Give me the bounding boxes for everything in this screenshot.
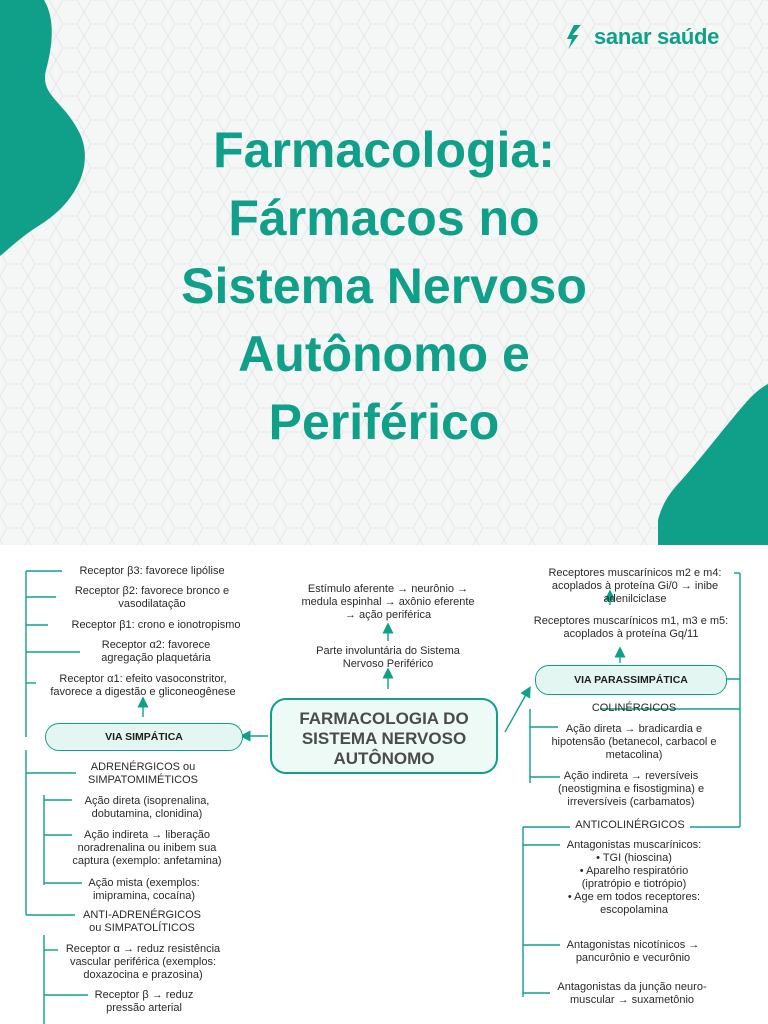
node-text: → ação periférica	[344, 609, 432, 621]
node-definition	[300, 645, 476, 671]
center-node-line: FARMACOLOGIA DO	[299, 709, 469, 728]
node-text: dobutamina, clonidina)	[91, 808, 203, 820]
node-receptor-a2	[80, 639, 232, 665]
node-receptor-beta-anti	[88, 989, 200, 1015]
node-text: Nervoso Periférico	[342, 658, 434, 670]
node-text: Receptor β2: favorece bronco e	[74, 585, 230, 597]
node-antagonistas-nicotinicos	[556, 939, 710, 965]
node-text: ANTICOLINÉRGICOS	[575, 819, 685, 831]
node-text: Receptores muscarínicos m2 e m4:	[548, 567, 722, 579]
node-colinergicos	[574, 702, 694, 715]
node-receptor-b1	[48, 619, 264, 632]
node-acao-indireta-simp	[60, 829, 234, 868]
node-text: vascular periférica (exemplos:	[69, 956, 217, 968]
node-text: Receptor β1: crono e ionotropismo	[71, 619, 241, 631]
page-title	[0, 116, 768, 456]
node-text: Receptor α1: efeito vasoconstritor,	[59, 673, 227, 685]
node-text: Ação direta (isoprenalina,	[84, 795, 210, 807]
title-line: Periférico	[268, 394, 500, 450]
mind-map	[0, 545, 768, 1024]
node-text: escopolamina	[600, 904, 668, 916]
node-text: • Age em todos receptores:	[567, 891, 701, 903]
node-text: adenilciclase	[603, 593, 667, 605]
pill-label: VIA SIMPÁTICA	[105, 731, 183, 743]
node-text: (ipratrópio e tiotrópio)	[581, 878, 687, 890]
title-line: Fármacos no	[228, 190, 540, 246]
node-text: pressão arterial	[106, 1002, 182, 1014]
node-text: agregação plaquetária	[101, 652, 211, 664]
node-text: Ação mista (exemplos:	[88, 877, 200, 889]
node-text: Ação indireta → reversíveis	[563, 770, 699, 782]
node-text: doxazocina e prazosina)	[83, 969, 203, 981]
node-text: Receptor β3: favorece lipólise	[79, 565, 225, 577]
node-text: • TGI (hioscina)	[596, 852, 672, 864]
node-text: SIMPATOMIMÉTICOS	[87, 774, 198, 786]
via-parassimpatica-pill	[535, 665, 727, 695]
node-text: favorece a digestão e gliconeogênese	[50, 686, 236, 698]
node-text: ou SIMPATOLÍTICOS	[89, 922, 195, 934]
via-simpatica-pill	[45, 723, 243, 751]
node-adrenergicos	[76, 761, 210, 787]
node-text: acoplados à proteína Gi/0 → inibe	[551, 580, 719, 592]
node-anti-adrenergicos	[75, 909, 209, 935]
node-text: medula espinhal → axônio eferente	[301, 596, 475, 608]
brand-logo	[566, 24, 719, 50]
pill-label: VIA PARASSIMPÁTICA	[574, 674, 688, 686]
node-text: Receptores muscarínicos m1, m3 e m5:	[533, 615, 729, 627]
node-text: captura (exemplo: anfetamina)	[72, 855, 222, 867]
node-text: Parte involuntária do Sistema	[316, 645, 460, 657]
node-text: Receptor α2: favorece	[101, 639, 211, 651]
brand-name: sanar saúde	[594, 24, 720, 49]
node-text: Receptor β → reduz	[94, 989, 194, 1001]
node-receptor-b3	[62, 565, 242, 578]
center-node-line: AUTÔNOMO	[333, 749, 435, 768]
node-text: Receptor α → reduz resistência	[65, 943, 221, 955]
node-text: Antagonistas da junção neuro-	[557, 981, 707, 993]
node-text: irreversíveis (carbamatos)	[567, 796, 695, 808]
node-antagonistas-muscarinicos	[548, 839, 720, 917]
node-anticolinergicos	[570, 819, 690, 832]
center-node-line: SISTEMA NERVOSO	[301, 729, 467, 748]
node-text: • Aparelho respiratório	[579, 865, 689, 877]
node-text: ANTI-ADRENÉRGICOS	[83, 909, 201, 921]
node-acao-direta-para	[538, 723, 730, 762]
node-text: vasodilatação	[118, 598, 186, 610]
node-text: noradrenalina ou inibem sua	[77, 842, 217, 854]
node-text: Antagonistas nicotínicos →	[566, 939, 700, 951]
node-text: COLINÉRGICOS	[591, 702, 677, 714]
title-line: Autônomo e	[238, 326, 530, 382]
node-stimulus	[290, 583, 486, 622]
node-acao-indireta-para	[536, 770, 726, 809]
node-acao-mista	[82, 877, 206, 903]
sanar-logo-icon	[566, 24, 588, 50]
node-text: ADRENÉRGICOS ou	[90, 761, 196, 773]
node-receptor-a1	[36, 673, 250, 699]
title-line: Sistema Nervoso	[181, 258, 587, 314]
node-receptor-alfa-anti	[58, 943, 228, 982]
node-receptor-m1m3m5	[526, 615, 736, 641]
node-text: Ação direta → bradicardia e	[565, 723, 703, 735]
node-receptor-m2m4	[536, 567, 734, 606]
node-text: metacolina)	[605, 749, 663, 761]
node-text: hipotensão (betanecol, carbacol e	[551, 736, 717, 748]
node-text: Ação indireta → liberação	[84, 829, 210, 841]
node-text: Estímulo aferente → neurônio →	[307, 583, 469, 595]
node-text: muscular → suxametônio	[569, 994, 695, 1006]
title-line: Farmacologia:	[213, 122, 555, 178]
center-node	[270, 698, 498, 774]
node-antagonistas-juncao	[546, 981, 718, 1007]
node-text: Antagonistas muscarínicos:	[566, 839, 702, 851]
node-acao-direta-simp	[72, 795, 222, 821]
node-text: (neostigmina e fisostigmina) e	[557, 783, 705, 795]
node-text: pancurônio e vecurônio	[575, 952, 691, 964]
node-text: acoplados à proteína Gq/11	[563, 628, 699, 640]
node-text: imipramina, cocaína)	[92, 890, 196, 902]
node-receptor-b2	[54, 585, 250, 611]
